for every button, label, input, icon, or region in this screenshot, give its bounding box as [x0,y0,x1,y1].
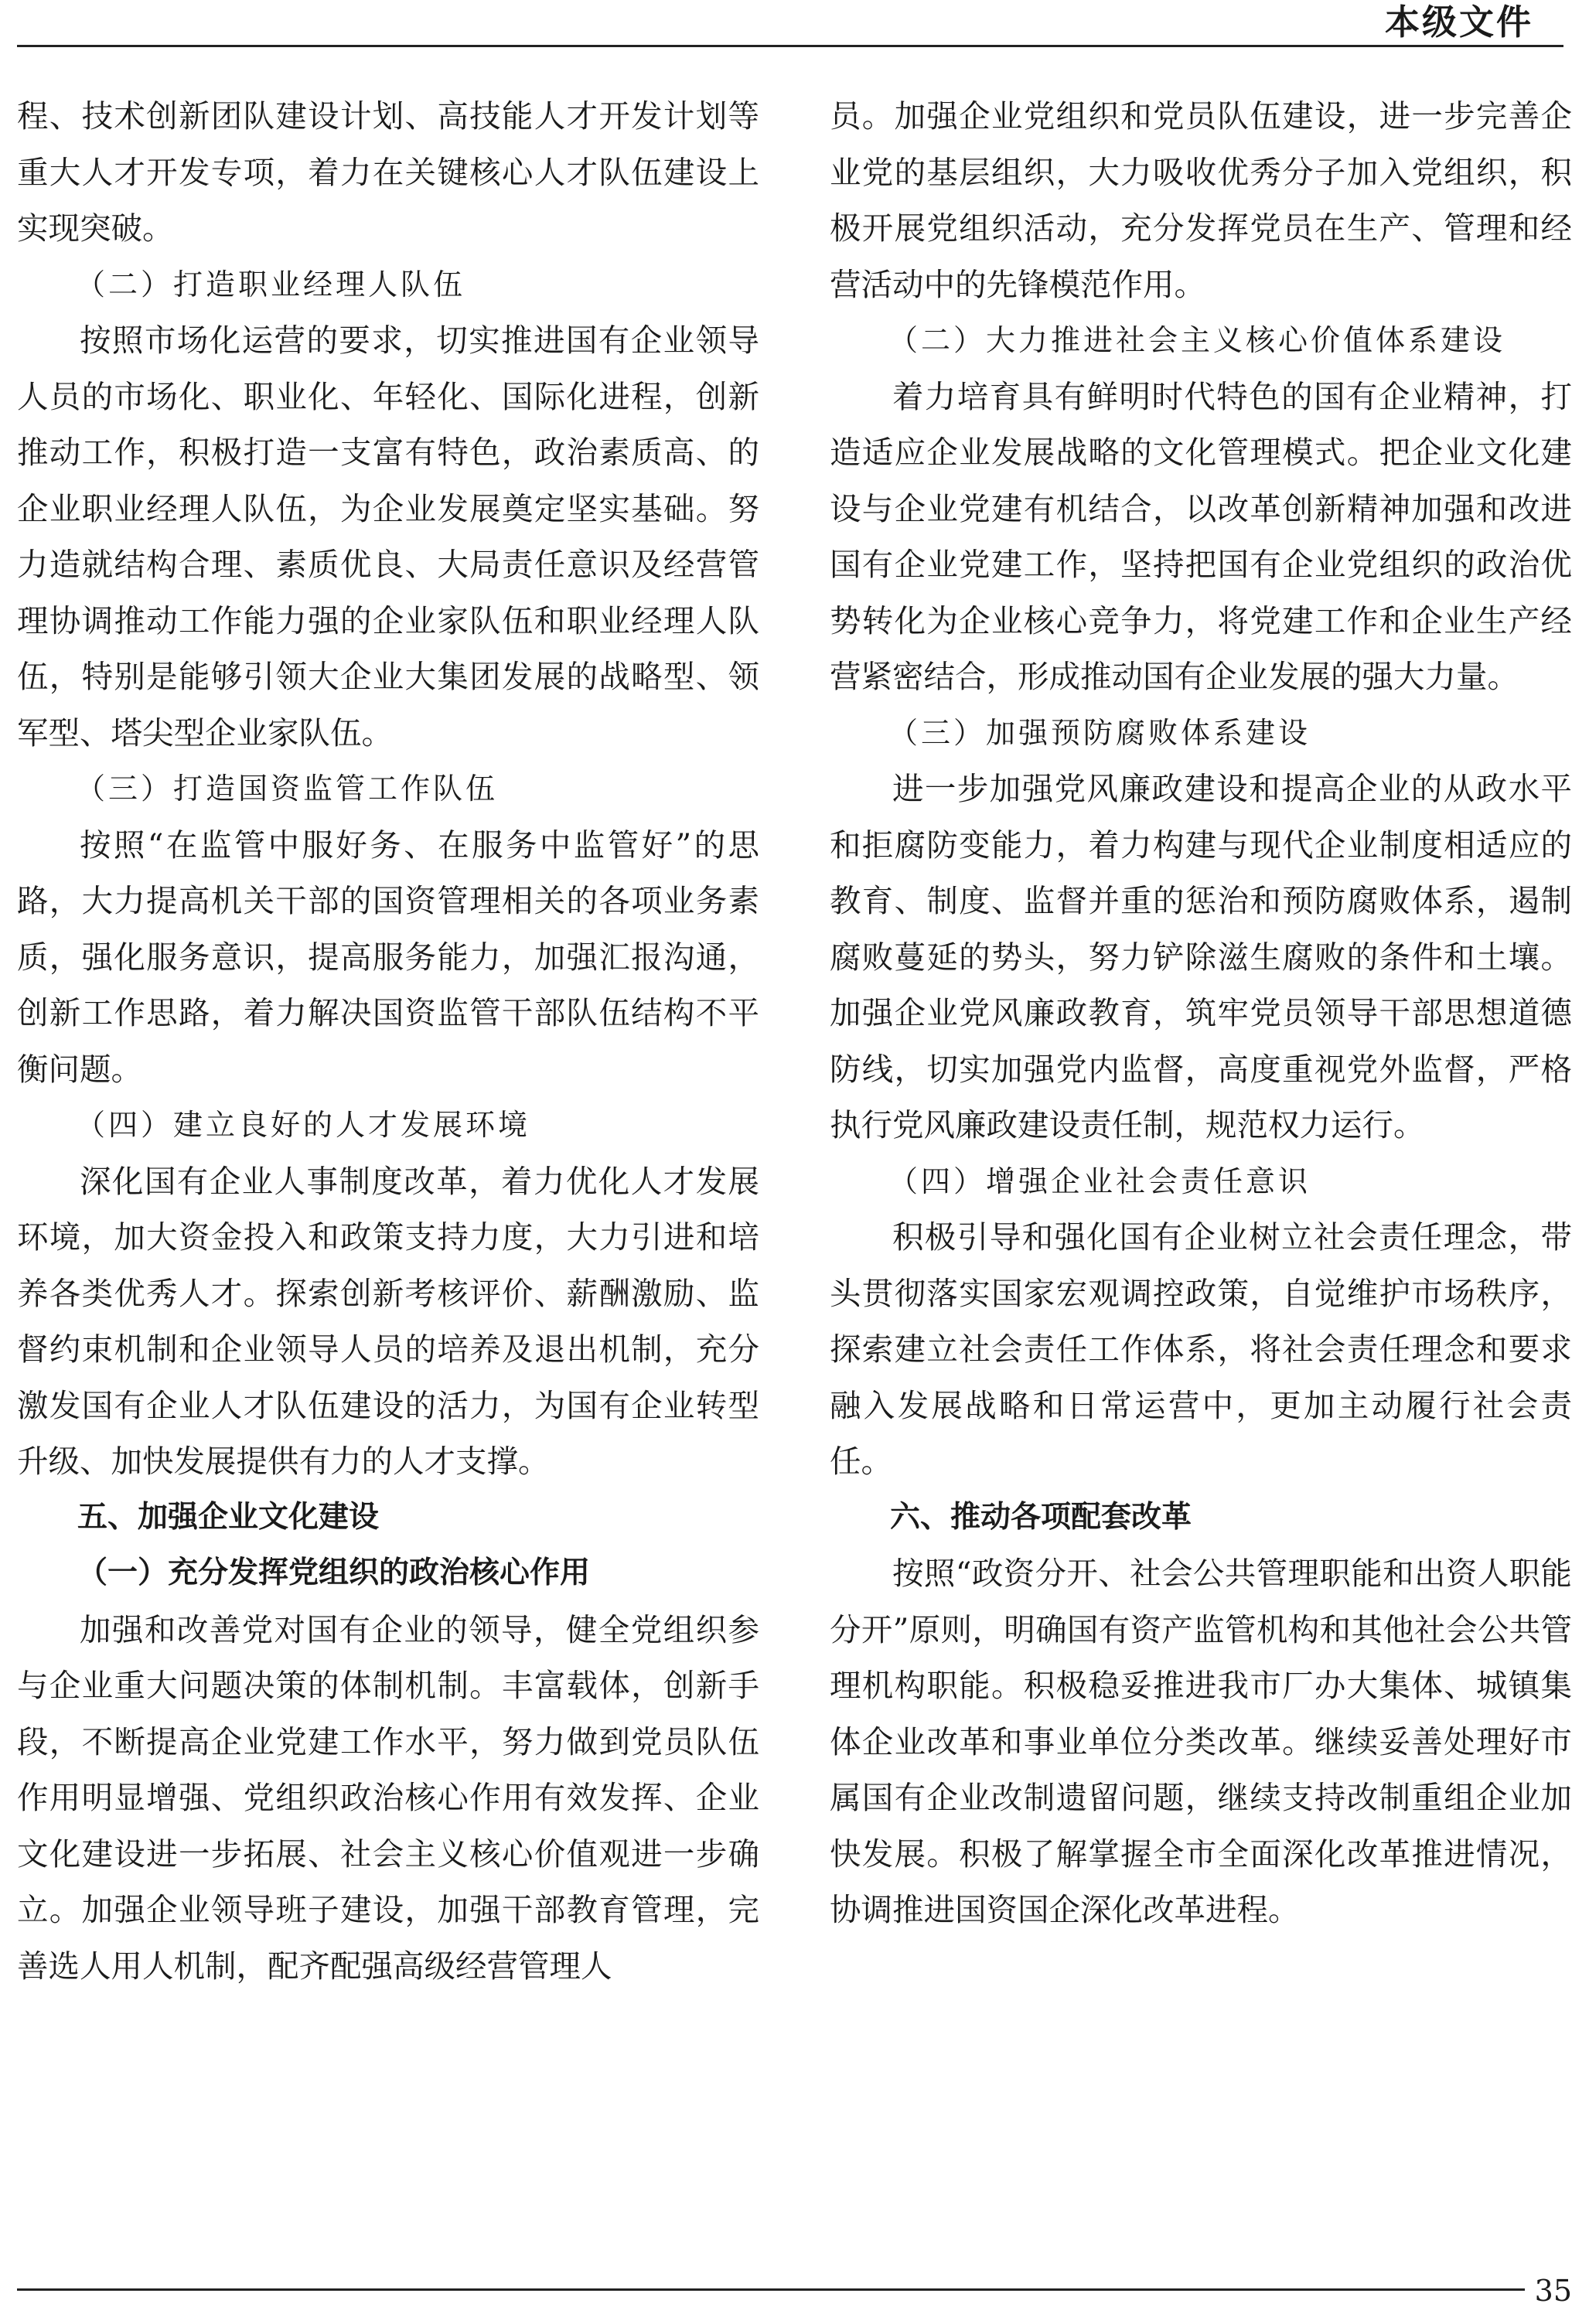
paragraph: 加强和改善党对国有企业的领导，健全党组织参与企业重大问题决策的体制机制。丰富载体，创新手段，不断提高企业党建工作水平，努力做到党员队伍作用明显增强、党组织政治核心作用有效发挥、企业文化建设进一步拓展、社会主义核心价值观进一步确立。加强企业领导班子建设，加强干部教育管理，完善选人用人机制，配齐配强高级经营管理人 [17,1610,759,1985]
paragraph: 进一步加强党风廉政建设和提高企业的从政水平和拒腐防变能力，着力构建与现代企业制度相适应的教育、制度、监督并重的惩治和预防腐败体系，遏制腐败蔓延的势头，努力铲除滋生腐败的条件和土壤。加强企业党风廉政教育，筑牢党员领导干部思想道德防线，切实加强党内监督，高度重视党外监督，严格执行党风廉政建设责任制，规范权力运行。 [830,770,1572,1143]
subsection-heading: （二）大力推进社会主义核心价值体系建设 [888,323,1506,357]
paragraph: 程、技术创新团队建设计划、高技能人才开发计划等重大人才开发专项，着力在关键核心人才队伍建设上实现突破。 [17,97,759,247]
paragraph: 按照市场化运营的要求，切实推进国有企业领导人员的市场化、职业化、年轻化、国际化进程，创新推动工作，积极打造一支富有特色，政治素质高、的企业职业经理人队伍，为企业发展奠定坚实基础。努力造就结构合理、素质优良、大局责任意识及经营管理协调推动工作能力强的企业家队伍和职业经理人队伍，特别是能够引领大企业大集团发展的战略型、领军型、塔尖型企业家队伍。 [17,322,759,751]
paragraph: 员。加强企业党组织和党员队伍建设，进一步完善企业党的基层组织，大力吸收优秀分子加入党组织，积极开展党组织活动，充分发挥党员在生产、管理和经营活动中的先锋模范作用。 [830,97,1572,303]
paragraph: 按照“政资分开、社会公共管理职能和出资人职能分开”原则，明确国有资产监管机构和其他社会公共管理机构职能。积极稳妥推进我市厂办大集体、城镇集体企业改革和事业单位分类改革。继续妥善处理好市属国有企业改制遗留问题，继续支持改制重组企业加快发展。积极了解掌握全市全面深化改革推进情况，协调推进国资国企深化改革进程。 [830,1555,1572,1928]
left-column [17,88,759,1994]
page-number: 35 [1534,2274,1572,2308]
subsection-heading: （三）打造国资监管工作队伍 [76,772,499,806]
subsection-heading: （二）打造职业经理人队伍 [76,267,466,302]
running-header-title: 本级文件 [1384,2,1533,43]
right-column [830,88,1572,1938]
paragraph: 着力培育具有鲜明时代特色的国有企业精神，打造适应企业发展战略的文化管理模式。把企业文化建设与企业党建有机结合，以改革创新精神加强和改进国有企业党建工作，坚持把国有企业党组织的政治优势转化为企业核心竞争力，将党建工作和企业生产经营紧密结合，形成推动国有企业发展的强大力量。 [830,377,1572,695]
paragraph: 按照“在监管中服好务、在服务中监管好”的思路，大力提高机关干部的国资管理相关的各项业务素质，强化服务意识，提高服务能力，加强汇报沟通，创新工作思路，着力解决国资监管干部队伍结构不平衡问题。 [17,826,759,1088]
footer-rule [17,2288,1525,2291]
section-heading: 五、加强企业文化建设 [77,1499,380,1535]
subsection-heading: （四）增强企业社会责任意识 [888,1164,1311,1198]
header-rule [17,45,1563,47]
subsection-heading: （四）建立良好的人才发展环境 [76,1108,531,1142]
paragraph: 积极引导和强化国有企业树立社会责任理念，带头贯彻落实国家宏观调控政策，自觉维护市场秩序，探索建立社会责任工作体系，将社会责任理念和要求融入发展战略和日常运营中，更加主动履行社会责任。 [830,1218,1572,1480]
subsection-heading: （三）加强预防腐败体系建设 [888,715,1311,750]
paragraph: 深化国有企业人事制度改革，着力优化人才发展环境，加大资金投入和政策支持力度，大力引进和培养各类优秀人才。探索创新考核评价、薪酬激励、监督约束机制和企业领导人员的培养及退出机制，充分激发国有企业人才队伍建设的活力，为国有企业转型升级、加快发展提供有力的人才支撑。 [17,1162,759,1480]
section-heading: 六、推动各项配套改革 [890,1499,1192,1535]
subsection-heading-bold: （一）充分发挥党组织的政治核心作用 [77,1556,591,1590]
